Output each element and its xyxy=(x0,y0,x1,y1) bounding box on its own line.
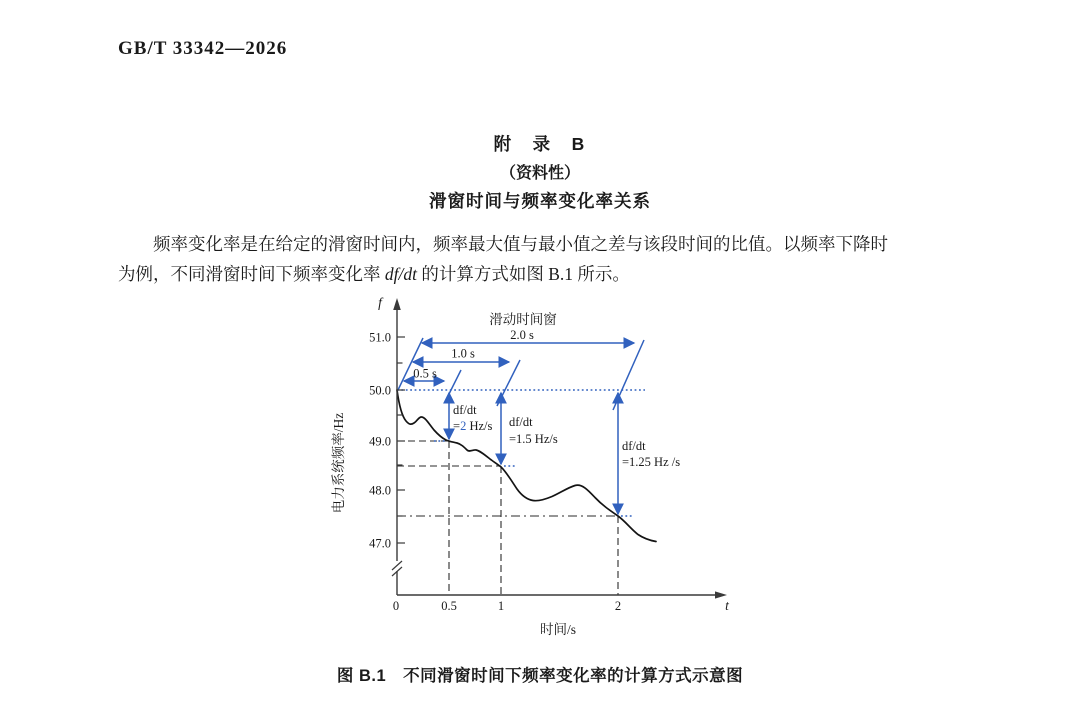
y-axis-symbol-f: f xyxy=(378,295,382,310)
rocof-label-3-line1: df/dt xyxy=(622,439,646,453)
appendix-classification: （资料性） xyxy=(499,165,580,182)
appendix-heading: 滑窗时间与频率变化率关系 xyxy=(429,191,651,211)
body-paragraph xyxy=(118,229,964,289)
rocof-value-blue-2: 2 xyxy=(460,419,467,433)
figure-b1 xyxy=(330,293,750,649)
rocof-label-2-line2: =1.5 Hz/s xyxy=(509,432,558,446)
y-tick-49: 49.0 xyxy=(369,434,391,449)
standard-number: GB/T 33342—2026 xyxy=(118,38,288,59)
y-tick-50: 50.0 xyxy=(369,383,391,398)
appendix-title: 附 录 B xyxy=(493,134,587,154)
rocof-label-1-line1: df/dt xyxy=(453,403,477,417)
y-tick-47: 47.0 xyxy=(369,536,391,551)
paragraph-line-1: 频率变化率是在给定的滑窗时间内，频率最大值与最小值之差与该段时间的比值。以频率下降时 xyxy=(153,234,888,254)
x-axis-label: 时间/s xyxy=(539,622,577,637)
rocof-label-2-line1: df/dt xyxy=(509,415,533,429)
paragraph-line-2-suffix: 的计算方式如图 B.1 所示。 xyxy=(416,264,630,284)
rocof-label-3-line2: =1.25 Hz /s xyxy=(622,455,681,469)
rocof-label-1-line2: =2 Hz/s xyxy=(453,419,493,433)
window-label-2s: 2.0 s xyxy=(510,328,534,342)
window-slant-origin xyxy=(398,338,423,390)
x-axis-symbol-t: t xyxy=(725,598,729,613)
window-slant-1 xyxy=(497,360,520,406)
sliding-window-title: 滑动时间窗 xyxy=(489,312,557,327)
window-label-0p5s: 0.5 s xyxy=(413,366,437,381)
figure-caption: 图 B.1 不同滑窗时间下频率变化率的计算方式示意图 xyxy=(336,667,744,685)
window-slant-0p5 xyxy=(445,370,461,402)
x-tick-1: 1 xyxy=(497,599,505,613)
frequency-vs-time-chart xyxy=(330,293,750,649)
paragraph-line-2 xyxy=(118,259,964,289)
y-axis-label: 电力系统频率/Hz xyxy=(331,412,346,514)
y-tick-48: 48.0 xyxy=(369,483,391,498)
y-tick-51: 51.0 xyxy=(369,330,391,345)
x-tick-0p5: 0.5 xyxy=(441,599,457,613)
y-axis-ticks xyxy=(397,337,405,543)
x-tick-0: 0 xyxy=(392,599,400,613)
window-label-1s: 1.0 s xyxy=(451,346,475,361)
x-tick-2: 2 xyxy=(614,599,622,613)
window-slant-2 xyxy=(613,340,644,410)
paragraph-line-2-prefix: 为例，不同滑窗时间下频率变化率 xyxy=(118,264,385,284)
df-dt-math: df/dt xyxy=(384,264,417,284)
y-axis-arrowhead xyxy=(393,298,401,310)
